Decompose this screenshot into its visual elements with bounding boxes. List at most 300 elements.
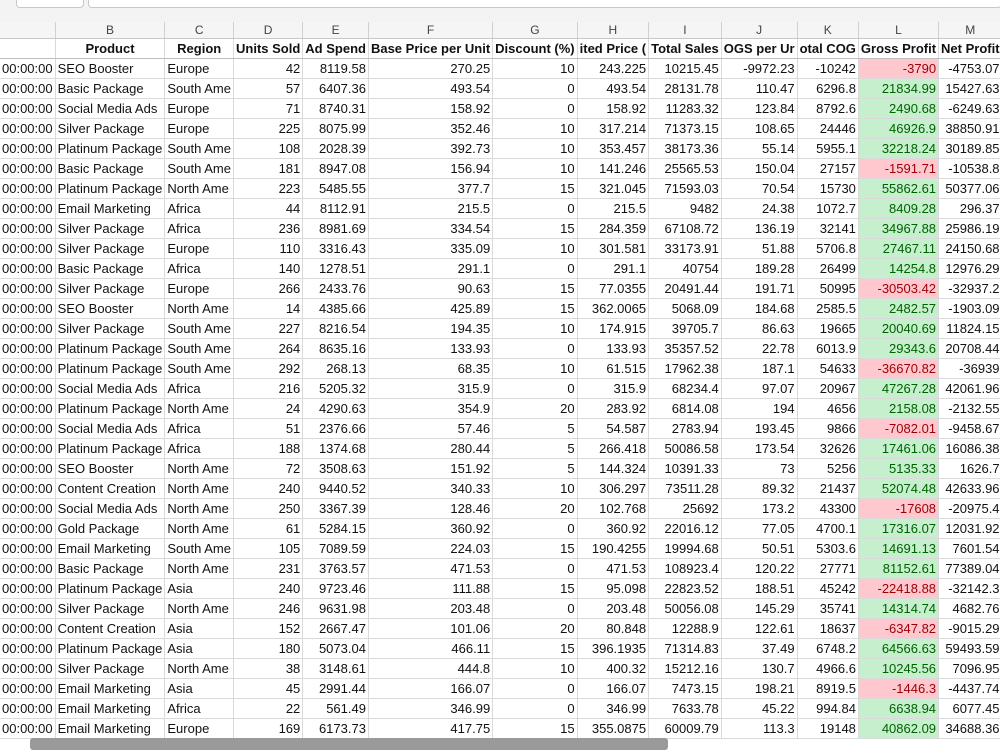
- table-cell[interactable]: 25565.53: [649, 159, 722, 179]
- table-cell[interactable]: 291.1: [368, 259, 492, 279]
- table-cell[interactable]: 34967.88: [858, 219, 938, 239]
- table-cell[interactable]: 266: [234, 279, 303, 299]
- table-cell[interactable]: 2783.94: [649, 419, 722, 439]
- table-cell[interactable]: Social Media Ads: [55, 99, 165, 119]
- table-cell[interactable]: 346.99: [577, 699, 648, 719]
- table-cell[interactable]: 32141: [797, 219, 858, 239]
- table-cell[interactable]: North Ame: [165, 479, 234, 499]
- table-cell[interactable]: 396.1935: [577, 639, 648, 659]
- table-cell[interactable]: 158.92: [368, 99, 492, 119]
- table-cell[interactable]: Silver Package: [55, 239, 165, 259]
- table-cell[interactable]: 144.324: [577, 459, 648, 479]
- table-cell[interactable]: 4682.76: [939, 599, 1000, 619]
- table-cell[interactable]: 27157: [797, 159, 858, 179]
- table-cell[interactable]: 224.03: [368, 539, 492, 559]
- table-cell[interactable]: 38850.91: [939, 119, 1000, 139]
- table-cell[interactable]: Europe: [165, 59, 234, 79]
- table-cell[interactable]: 128.46: [368, 499, 492, 519]
- table-cell[interactable]: 42061.96: [939, 379, 1000, 399]
- table-cell[interactable]: 188: [234, 439, 303, 459]
- table-cell[interactable]: 43300: [797, 499, 858, 519]
- table-cell[interactable]: 444.8: [368, 659, 492, 679]
- table-cell[interactable]: 246: [234, 599, 303, 619]
- table-cell[interactable]: 8409.28: [858, 199, 938, 219]
- table-cell[interactable]: 174.915: [577, 319, 648, 339]
- table-cell[interactable]: 12288.9: [649, 619, 722, 639]
- table-cell[interactable]: 00:00:00: [0, 59, 55, 79]
- column-header-letter[interactable]: B: [55, 22, 165, 39]
- table-cell[interactable]: 00:00:00: [0, 239, 55, 259]
- table-cell[interactable]: 00:00:00: [0, 99, 55, 119]
- table-cell[interactable]: -32937.2: [939, 279, 1000, 299]
- table-cell[interactable]: 0: [493, 339, 577, 359]
- table-cell[interactable]: 50086.58: [649, 439, 722, 459]
- table-cell[interactable]: -20975.4: [939, 499, 1000, 519]
- table-cell[interactable]: -1591.71: [858, 159, 938, 179]
- table-cell[interactable]: 68.35: [368, 359, 492, 379]
- table-cell[interactable]: 151.92: [368, 459, 492, 479]
- table-cell[interactable]: 225: [234, 119, 303, 139]
- table-cell[interactable]: 00:00:00: [0, 379, 55, 399]
- table-cell[interactable]: 122.61: [721, 619, 797, 639]
- table-cell[interactable]: 315.9: [368, 379, 492, 399]
- table-cell[interactable]: Gold Package: [55, 519, 165, 539]
- table-cell[interactable]: 19665: [797, 319, 858, 339]
- table-cell[interactable]: 3148.61: [303, 659, 369, 679]
- table-cell[interactable]: 5: [493, 419, 577, 439]
- table-cell[interactable]: 10: [493, 119, 577, 139]
- table-cell[interactable]: 27467.11: [858, 239, 938, 259]
- table-cell[interactable]: 187.1: [721, 359, 797, 379]
- table-cell[interactable]: 377.7: [368, 179, 492, 199]
- table-cell[interactable]: -9458.67: [939, 419, 1000, 439]
- table-cell[interactable]: 6407.36: [303, 79, 369, 99]
- table-cell[interactable]: Email Marketing: [55, 199, 165, 219]
- table-cell[interactable]: SEO Booster: [55, 59, 165, 79]
- table-cell[interactable]: South Ame: [165, 139, 234, 159]
- header-cell[interactable]: Region: [165, 39, 234, 59]
- table-cell[interactable]: 156.94: [368, 159, 492, 179]
- table-cell[interactable]: Asia: [165, 639, 234, 659]
- header-cell[interactable]: Gross Profit: [858, 39, 938, 59]
- table-cell[interactable]: 0: [493, 79, 577, 99]
- table-cell[interactable]: 44: [234, 199, 303, 219]
- table-cell[interactable]: North Ame: [165, 519, 234, 539]
- table-cell[interactable]: 71314.83: [649, 639, 722, 659]
- table-cell[interactable]: 2158.08: [858, 399, 938, 419]
- table-cell[interactable]: 50377.06: [939, 179, 1000, 199]
- table-cell[interactable]: Silver Package: [55, 599, 165, 619]
- table-cell[interactable]: -3790: [858, 59, 938, 79]
- table-cell[interactable]: 17461.06: [858, 439, 938, 459]
- table-cell[interactable]: -6249.63: [939, 99, 1000, 119]
- table-cell[interactable]: 00:00:00: [0, 559, 55, 579]
- table-cell[interactable]: 45242: [797, 579, 858, 599]
- table-cell[interactable]: Basic Package: [55, 159, 165, 179]
- table-cell[interactable]: 00:00:00: [0, 699, 55, 719]
- table-cell[interactable]: 11824.15: [939, 319, 1000, 339]
- table-cell[interactable]: 7473.15: [649, 679, 722, 699]
- table-cell[interactable]: 64566.63: [858, 639, 938, 659]
- table-cell[interactable]: 0: [493, 99, 577, 119]
- table-cell[interactable]: 354.9: [368, 399, 492, 419]
- table-cell[interactable]: 5: [493, 459, 577, 479]
- table-cell[interactable]: 8216.54: [303, 319, 369, 339]
- table-cell[interactable]: 24.38: [721, 199, 797, 219]
- table-cell[interactable]: 5068.09: [649, 299, 722, 319]
- table-cell[interactable]: 2490.68: [858, 99, 938, 119]
- table-cell[interactable]: 00:00:00: [0, 259, 55, 279]
- table-cell[interactable]: 280.44: [368, 439, 492, 459]
- table-cell[interactable]: 51.88: [721, 239, 797, 259]
- table-cell[interactable]: Email Marketing: [55, 719, 165, 739]
- table-cell[interactable]: Europe: [165, 239, 234, 259]
- table-cell[interactable]: 340.33: [368, 479, 492, 499]
- column-header-letter[interactable]: L: [858, 22, 938, 39]
- table-cell[interactable]: 12031.92: [939, 519, 1000, 539]
- table-cell[interactable]: 0: [493, 599, 577, 619]
- table-cell[interactable]: 346.99: [368, 699, 492, 719]
- table-cell[interactable]: Social Media Ads: [55, 419, 165, 439]
- table-cell[interactable]: 231: [234, 559, 303, 579]
- table-cell[interactable]: 71593.03: [649, 179, 722, 199]
- table-cell[interactable]: 215.5: [368, 199, 492, 219]
- table-cell[interactable]: 108: [234, 139, 303, 159]
- table-cell[interactable]: 6173.73: [303, 719, 369, 739]
- table-cell[interactable]: 22016.12: [649, 519, 722, 539]
- table-cell[interactable]: Email Marketing: [55, 679, 165, 699]
- table-cell[interactable]: 9482: [649, 199, 722, 219]
- table-cell[interactable]: 10: [493, 319, 577, 339]
- table-cell[interactable]: 10: [493, 479, 577, 499]
- table-cell[interactable]: Email Marketing: [55, 699, 165, 719]
- table-cell[interactable]: 236: [234, 219, 303, 239]
- table-cell[interactable]: 296.37: [939, 199, 1000, 219]
- table-cell[interactable]: 166.07: [368, 679, 492, 699]
- table-cell[interactable]: 51: [234, 419, 303, 439]
- table-cell[interactable]: 108.65: [721, 119, 797, 139]
- column-header-letter[interactable]: M: [939, 22, 1000, 39]
- table-cell[interactable]: 45: [234, 679, 303, 699]
- table-cell[interactable]: 493.54: [577, 79, 648, 99]
- table-cell[interactable]: 42: [234, 59, 303, 79]
- table-cell[interactable]: 50.51: [721, 539, 797, 559]
- column-header-letter[interactable]: J: [721, 22, 797, 39]
- table-cell[interactable]: Africa: [165, 699, 234, 719]
- column-header-letter[interactable]: I: [649, 22, 722, 39]
- table-cell[interactable]: Silver Package: [55, 279, 165, 299]
- table-cell[interactable]: 21437: [797, 479, 858, 499]
- table-cell[interactable]: Email Marketing: [55, 539, 165, 559]
- table-cell[interactable]: 15: [493, 299, 577, 319]
- table-cell[interactable]: 7601.54: [939, 539, 1000, 559]
- table-cell[interactable]: 00:00:00: [0, 199, 55, 219]
- table-cell[interactable]: 180: [234, 639, 303, 659]
- table-cell[interactable]: 471.53: [577, 559, 648, 579]
- table-cell[interactable]: South Ame: [165, 339, 234, 359]
- table-cell[interactable]: Platinum Package: [55, 639, 165, 659]
- table-cell[interactable]: 561.49: [303, 699, 369, 719]
- table-cell[interactable]: 8112.91: [303, 199, 369, 219]
- table-cell[interactable]: 3367.39: [303, 499, 369, 519]
- table-cell[interactable]: 173.54: [721, 439, 797, 459]
- table-cell[interactable]: 0: [493, 679, 577, 699]
- table-cell[interactable]: 00:00:00: [0, 479, 55, 499]
- table-cell[interactable]: -4753.07: [939, 59, 1000, 79]
- table-cell[interactable]: 3316.43: [303, 239, 369, 259]
- table-cell[interactable]: 2482.57: [858, 299, 938, 319]
- table-cell[interactable]: Asia: [165, 579, 234, 599]
- table-cell[interactable]: 2376.66: [303, 419, 369, 439]
- table-cell[interactable]: 00:00:00: [0, 119, 55, 139]
- table-cell[interactable]: 362.0065: [577, 299, 648, 319]
- table-cell[interactable]: 10: [493, 139, 577, 159]
- table-cell[interactable]: -10538.8: [939, 159, 1000, 179]
- table-cell[interactable]: Silver Package: [55, 319, 165, 339]
- table-cell[interactable]: 67108.72: [649, 219, 722, 239]
- table-cell[interactable]: 70.54: [721, 179, 797, 199]
- table-cell[interactable]: 16086.38: [939, 439, 1000, 459]
- table-cell[interactable]: 9866: [797, 419, 858, 439]
- table-cell[interactable]: 68234.4: [649, 379, 722, 399]
- table-cell[interactable]: 10: [493, 59, 577, 79]
- table-cell[interactable]: 5073.04: [303, 639, 369, 659]
- table-cell[interactable]: 0: [493, 559, 577, 579]
- table-cell[interactable]: South Ame: [165, 159, 234, 179]
- header-cell[interactable]: Units Sold: [234, 39, 303, 59]
- table-cell[interactable]: 20967: [797, 379, 858, 399]
- table-cell[interactable]: 00:00:00: [0, 139, 55, 159]
- spreadsheet-grid[interactable]: [0, 22, 1000, 739]
- table-cell[interactable]: -36939: [939, 359, 1000, 379]
- column-header-letter[interactable]: [0, 22, 55, 39]
- table-cell[interactable]: 00:00:00: [0, 619, 55, 639]
- table-cell[interactable]: 9723.46: [303, 579, 369, 599]
- header-cell[interactable]: Ad Spend: [303, 39, 369, 59]
- table-cell[interactable]: Platinum Package: [55, 359, 165, 379]
- table-cell[interactable]: 22: [234, 699, 303, 719]
- column-header-letter[interactable]: C: [165, 22, 234, 39]
- table-cell[interactable]: 00:00:00: [0, 719, 55, 739]
- table-cell[interactable]: 89.32: [721, 479, 797, 499]
- table-cell[interactable]: Content Creation: [55, 619, 165, 639]
- table-cell[interactable]: 55862.61: [858, 179, 938, 199]
- table-cell[interactable]: 166.07: [577, 679, 648, 699]
- table-cell[interactable]: 181: [234, 159, 303, 179]
- table-cell[interactable]: 19148: [797, 719, 858, 739]
- table-cell[interactable]: 493.54: [368, 79, 492, 99]
- table-cell[interactable]: 0: [493, 519, 577, 539]
- table-cell[interactable]: 00:00:00: [0, 219, 55, 239]
- table-cell[interactable]: 35741: [797, 599, 858, 619]
- table-cell[interactable]: 15: [493, 719, 577, 739]
- table-cell[interactable]: 00:00:00: [0, 679, 55, 699]
- table-cell[interactable]: 59493.59: [939, 639, 1000, 659]
- table-cell[interactable]: 90.63: [368, 279, 492, 299]
- table-cell[interactable]: 8981.69: [303, 219, 369, 239]
- table-cell[interactable]: 14314.74: [858, 599, 938, 619]
- table-cell[interactable]: 173.2: [721, 499, 797, 519]
- horizontal-scrollbar[interactable]: [30, 738, 668, 750]
- table-cell[interactable]: Africa: [165, 439, 234, 459]
- table-cell[interactable]: 24: [234, 399, 303, 419]
- table-cell[interactable]: 315.9: [577, 379, 648, 399]
- table-cell[interactable]: 2585.5: [797, 299, 858, 319]
- table-cell[interactable]: 283.92: [577, 399, 648, 419]
- table-cell[interactable]: 291.1: [577, 259, 648, 279]
- table-cell[interactable]: 1374.68: [303, 439, 369, 459]
- header-cell[interactable]: Base Price per Unit: [368, 39, 492, 59]
- table-cell[interactable]: Africa: [165, 259, 234, 279]
- table-cell[interactable]: 17316.07: [858, 519, 938, 539]
- table-cell[interactable]: Social Media Ads: [55, 379, 165, 399]
- table-cell[interactable]: 00:00:00: [0, 579, 55, 599]
- table-cell[interactable]: 18637: [797, 619, 858, 639]
- table-cell[interactable]: 3763.57: [303, 559, 369, 579]
- table-cell[interactable]: 00:00:00: [0, 419, 55, 439]
- table-cell[interactable]: 95.098: [577, 579, 648, 599]
- table-cell[interactable]: 198.21: [721, 679, 797, 699]
- table-cell[interactable]: 0: [493, 199, 577, 219]
- table-cell[interactable]: 00:00:00: [0, 399, 55, 419]
- table-cell[interactable]: 15212.16: [649, 659, 722, 679]
- table-cell[interactable]: 158.92: [577, 99, 648, 119]
- table-cell[interactable]: 00:00:00: [0, 639, 55, 659]
- table-cell[interactable]: 61: [234, 519, 303, 539]
- table-cell[interactable]: 184.68: [721, 299, 797, 319]
- table-cell[interactable]: 203.48: [577, 599, 648, 619]
- table-cell[interactable]: 194: [721, 399, 797, 419]
- table-cell[interactable]: 8075.99: [303, 119, 369, 139]
- table-cell[interactable]: 9440.52: [303, 479, 369, 499]
- table-cell[interactable]: 193.45: [721, 419, 797, 439]
- column-header-letter[interactable]: G: [493, 22, 577, 39]
- table-cell[interactable]: 1072.7: [797, 199, 858, 219]
- table-cell[interactable]: 77.05: [721, 519, 797, 539]
- table-cell[interactable]: 00:00:00: [0, 439, 55, 459]
- header-cell[interactable]: OGS per Ur: [721, 39, 797, 59]
- table-cell[interactable]: Social Media Ads: [55, 499, 165, 519]
- table-cell[interactable]: 2667.47: [303, 619, 369, 639]
- table-cell[interactable]: 994.84: [797, 699, 858, 719]
- table-cell[interactable]: 8635.16: [303, 339, 369, 359]
- table-cell[interactable]: 317.214: [577, 119, 648, 139]
- table-cell[interactable]: 4700.1: [797, 519, 858, 539]
- table-cell[interactable]: 223: [234, 179, 303, 199]
- header-cell[interactable]: Discount (%): [493, 39, 577, 59]
- table-cell[interactable]: 110: [234, 239, 303, 259]
- table-cell[interactable]: 00:00:00: [0, 299, 55, 319]
- table-cell[interactable]: 133.93: [577, 339, 648, 359]
- table-cell[interactable]: 136.19: [721, 219, 797, 239]
- table-cell[interactable]: 77.0355: [577, 279, 648, 299]
- table-cell[interactable]: Basic Package: [55, 559, 165, 579]
- table-cell[interactable]: 55.14: [721, 139, 797, 159]
- table-cell[interactable]: South Ame: [165, 319, 234, 339]
- table-cell[interactable]: 15427.63: [939, 79, 1000, 99]
- table-cell[interactable]: 39705.7: [649, 319, 722, 339]
- table-cell[interactable]: 3508.63: [303, 459, 369, 479]
- table-cell[interactable]: 21834.99: [858, 79, 938, 99]
- table-cell[interactable]: 8919.5: [797, 679, 858, 699]
- table-cell[interactable]: 14691.13: [858, 539, 938, 559]
- table-cell[interactable]: 5: [493, 439, 577, 459]
- table-cell[interactable]: 8740.31: [303, 99, 369, 119]
- table-cell[interactable]: 6296.8: [797, 79, 858, 99]
- table-cell[interactable]: 270.25: [368, 59, 492, 79]
- table-cell[interactable]: 33173.91: [649, 239, 722, 259]
- table-cell[interactable]: 17962.38: [649, 359, 722, 379]
- table-cell[interactable]: Europe: [165, 99, 234, 119]
- table-cell[interactable]: 133.93: [368, 339, 492, 359]
- table-cell[interactable]: 00:00:00: [0, 279, 55, 299]
- table-cell[interactable]: 194.35: [368, 319, 492, 339]
- table-cell[interactable]: Asia: [165, 679, 234, 699]
- table-cell[interactable]: Europe: [165, 279, 234, 299]
- table-cell[interactable]: 71: [234, 99, 303, 119]
- table-cell[interactable]: 38: [234, 659, 303, 679]
- table-cell[interactable]: 108923.4: [649, 559, 722, 579]
- table-cell[interactable]: 5303.6: [797, 539, 858, 559]
- table-cell[interactable]: Silver Package: [55, 219, 165, 239]
- table-cell[interactable]: Platinum Package: [55, 139, 165, 159]
- table-cell[interactable]: 57.46: [368, 419, 492, 439]
- table-cell[interactable]: 191.71: [721, 279, 797, 299]
- table-cell[interactable]: North Ame: [165, 559, 234, 579]
- table-cell[interactable]: 10245.56: [858, 659, 938, 679]
- table-cell[interactable]: 243.225: [577, 59, 648, 79]
- table-cell[interactable]: 26499: [797, 259, 858, 279]
- table-cell[interactable]: 15: [493, 179, 577, 199]
- table-cell[interactable]: 353.457: [577, 139, 648, 159]
- column-header-letter[interactable]: D: [234, 22, 303, 39]
- table-cell[interactable]: 15: [493, 219, 577, 239]
- table-cell[interactable]: 284.359: [577, 219, 648, 239]
- table-cell[interactable]: 400.32: [577, 659, 648, 679]
- table-cell[interactable]: 38173.36: [649, 139, 722, 159]
- table-cell[interactable]: Europe: [165, 719, 234, 739]
- table-cell[interactable]: 32218.24: [858, 139, 938, 159]
- formula-bar[interactable]: [88, 0, 1000, 8]
- table-cell[interactable]: -22418.88: [858, 579, 938, 599]
- table-cell[interactable]: 240: [234, 479, 303, 499]
- table-cell[interactable]: 24150.68: [939, 239, 1000, 259]
- table-cell[interactable]: 22.78: [721, 339, 797, 359]
- table-cell[interactable]: 4656: [797, 399, 858, 419]
- table-cell[interactable]: -30503.42: [858, 279, 938, 299]
- table-cell[interactable]: 215.5: [577, 199, 648, 219]
- table-cell[interactable]: 8792.6: [797, 99, 858, 119]
- table-cell[interactable]: 73511.28: [649, 479, 722, 499]
- table-cell[interactable]: 40754: [649, 259, 722, 279]
- table-cell[interactable]: 4385.66: [303, 299, 369, 319]
- table-cell[interactable]: 15: [493, 279, 577, 299]
- table-cell[interactable]: 417.75: [368, 719, 492, 739]
- table-cell[interactable]: 6013.9: [797, 339, 858, 359]
- table-cell[interactable]: 00:00:00: [0, 339, 55, 359]
- table-cell[interactable]: 1626.7: [939, 459, 1000, 479]
- table-cell[interactable]: 00:00:00: [0, 179, 55, 199]
- table-cell[interactable]: Content Creation: [55, 479, 165, 499]
- table-cell[interactable]: 425.89: [368, 299, 492, 319]
- table-cell[interactable]: 0: [493, 259, 577, 279]
- table-cell[interactable]: 355.0875: [577, 719, 648, 739]
- table-cell[interactable]: 54633: [797, 359, 858, 379]
- table-cell[interactable]: 00:00:00: [0, 159, 55, 179]
- table-cell[interactable]: 240: [234, 579, 303, 599]
- table-cell[interactable]: 15: [493, 579, 577, 599]
- table-cell[interactable]: 73: [721, 459, 797, 479]
